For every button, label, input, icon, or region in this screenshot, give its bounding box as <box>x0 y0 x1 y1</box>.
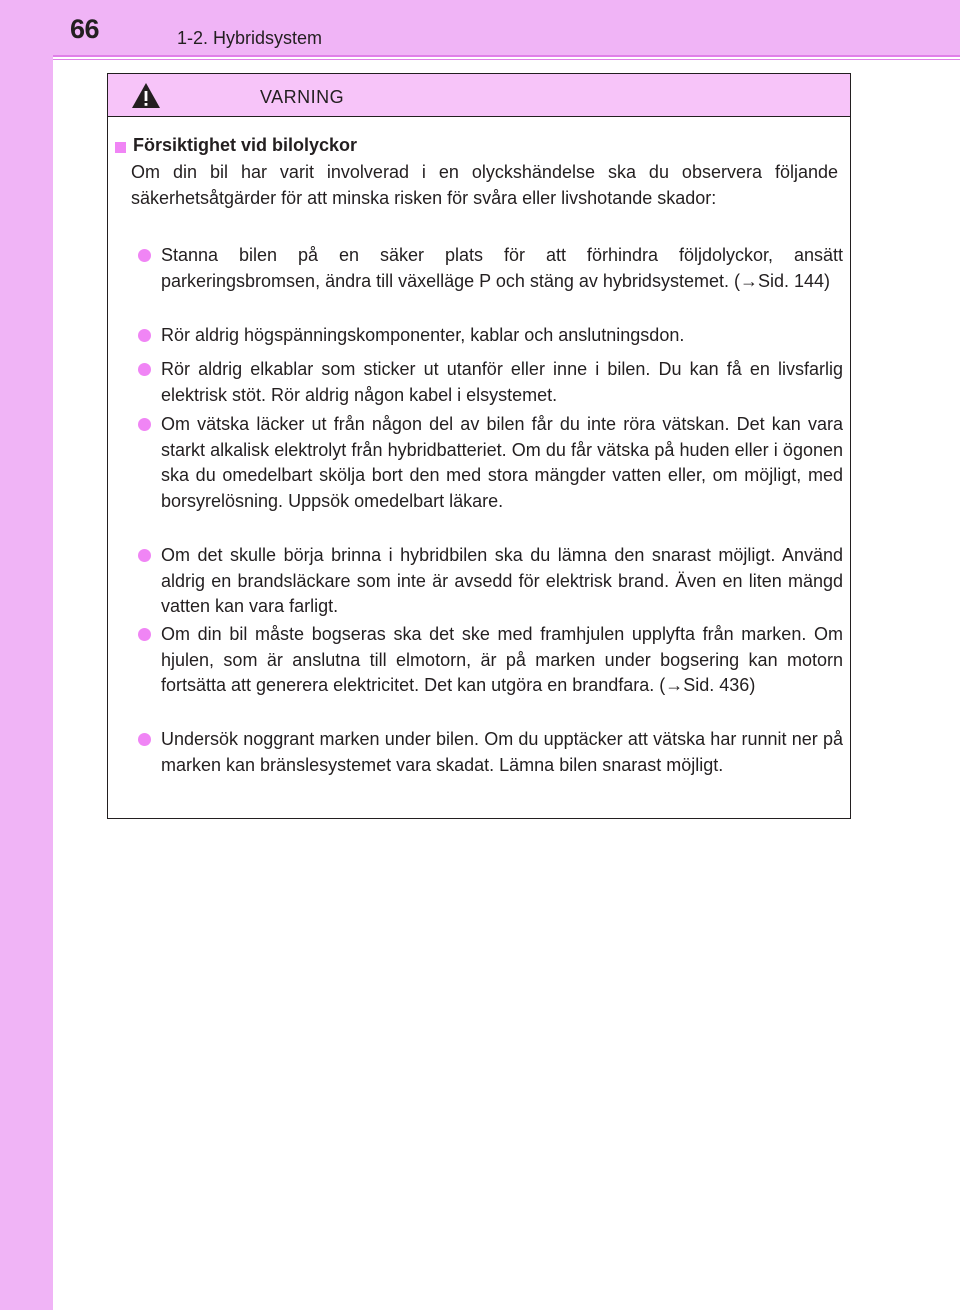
warning-header <box>108 74 850 117</box>
bullet-dot-icon <box>138 363 151 376</box>
header-divider <box>53 55 960 57</box>
list-item-text: Stanna bilen på en säker plats för att förhindra följdolyckor, ansätt parkeringsbromsen, ändra till växelläge P och stäng av hybridsystemet. (→Sid. 144) <box>161 245 843 291</box>
warning-triangle-icon <box>131 82 161 109</box>
header-divider-thin <box>53 59 960 60</box>
list-item-text: Undersök noggrant marken under bilen. Om du upptäcker att vätska har runnit ner på marken kan bränslesystemet vara skadat. Lämna bilen snarast möjligt. <box>161 729 843 775</box>
bullet-dot-icon <box>138 628 151 641</box>
warning-heading-row <box>115 135 357 156</box>
bullet-dot-icon <box>138 733 151 746</box>
bullet-dot-icon <box>138 249 151 262</box>
list-item <box>138 243 843 294</box>
warning-title: VARNING <box>260 87 345 107</box>
warning-box <box>107 73 851 819</box>
list-item-text: Om din bil måste bogseras ska det ske med framhjulen upplyfta från marken. Om hjulen, som är anslutna till elmotorn, är på marken under bogsering kan motorn fortsätta att generera elektricitet. Det kan utgöra en brandfara. (→Sid. 436) <box>161 624 843 695</box>
list-item <box>138 357 843 408</box>
list-item-text: Om vätska läcker ut från någon del av bilen får du inte röra vätskan. Det kan vara starkt alkalisk elektrolyt från hybridbatteriet. Om du får vätska på huden eller i ögonen ska du omedelbart skölja bort den med stora mängder vatten eller, om möjligt, med borsyrelösning. Uppsök omedelbart läkare. <box>161 414 843 511</box>
section-title: 1-2. Hybridsystem <box>177 28 323 48</box>
list-item <box>138 543 843 620</box>
warning-intro: Om din bil har varit involverad i en olyckshändelse ska du observera följande säkerhetsåtgärder för att minska risken för svåra eller livshotande skador: <box>131 162 838 208</box>
list-item-text: Rör aldrig högspänningskomponenter, kablar och anslutningsdon. <box>161 325 685 345</box>
square-bullet-icon <box>115 142 126 153</box>
bullet-dot-icon <box>138 549 151 562</box>
list-item-text: Rör aldrig elkablar som sticker ut utanför eller inne i bilen. Du kan få en livsfarlig elektrisk stöt. Rör aldrig någon kabel i elsystemet. <box>161 359 843 405</box>
page-number: 66 <box>70 14 100 44</box>
warning-heading: Försiktighet vid bilolyckor <box>133 135 358 155</box>
list-item <box>138 727 843 778</box>
list-item <box>138 323 843 349</box>
side-color-band <box>0 0 53 1310</box>
bullet-dot-icon <box>138 418 151 431</box>
header-band <box>0 0 960 55</box>
bullet-dot-icon <box>138 329 151 342</box>
list-item <box>138 412 843 514</box>
list-item <box>138 622 843 699</box>
list-item-text: Om det skulle börja brinna i hybridbilen ska du lämna den snarast möjligt. Använd aldrig en brandsläckare som inte är avsedd för elektrisk brand. Även en liten mängd vatten kan vara farligt. <box>161 545 843 616</box>
